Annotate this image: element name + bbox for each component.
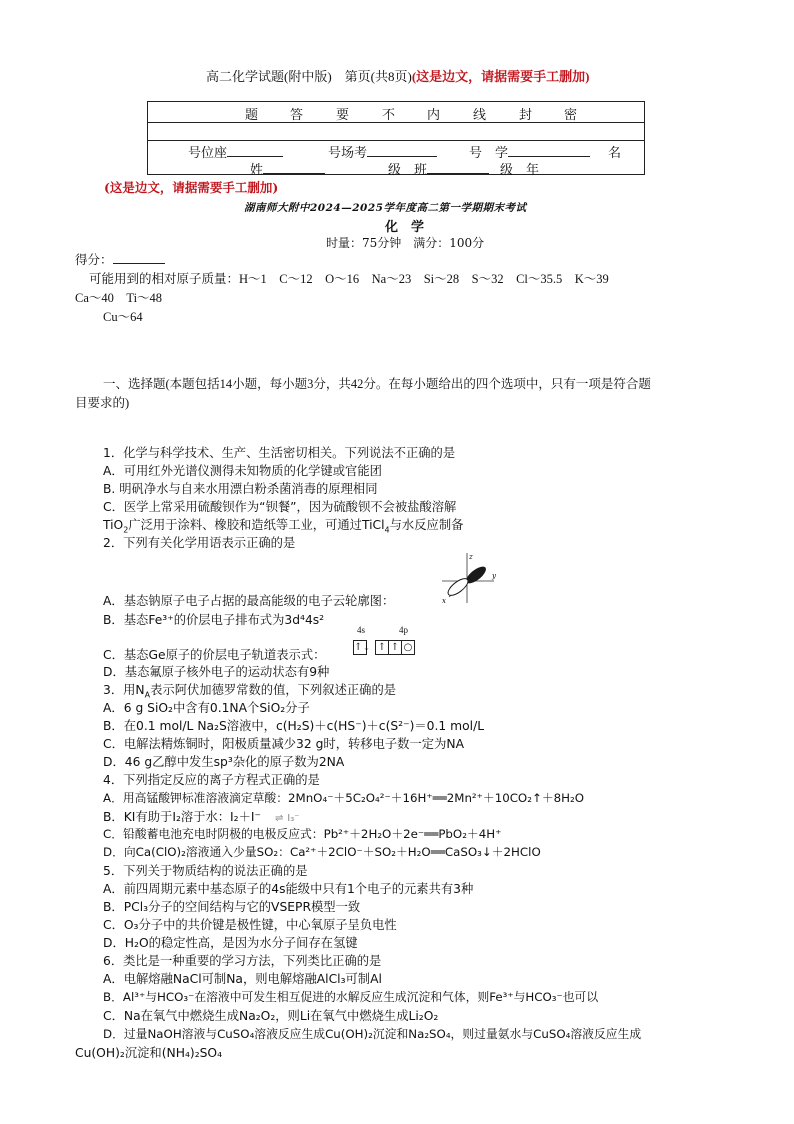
field-room: 号场考 (328, 142, 437, 161)
q2-option-b: B．基态Fe³⁺的价层电子排布式为3d⁴4s² (103, 613, 325, 627)
field-name-label: 名 (608, 146, 622, 161)
page-header-title (206, 66, 590, 85)
margin-edit-note: (这是边文，请据需要手工删加) (104, 180, 279, 195)
q4-option-b: B．KI有助于I₂溶于水：I₂＋I⁻ ⇌ I₃⁻ (103, 810, 300, 824)
q6-option-c: C．Na在氧气中燃烧生成Na₂O₂，则Li在氧气中燃烧生成Li₂O₂ (103, 1009, 439, 1023)
q1-stem: 1．化学与科学技术、生产、生活密切相关。下列说法不正确的是 (103, 446, 456, 460)
equilibrium-arrow-icon: ⇌ (274, 813, 284, 824)
label-4p: 4p (399, 625, 408, 635)
seal-row (148, 102, 644, 123)
q3-option-d: D．46 g乙醇中发生sp³杂化的原子数为2NA (103, 755, 345, 769)
header-edit-note: (这是边文，请据需要手工删加) (411, 69, 590, 84)
q6-stem: 6．类比是一种重要的学习方法，下列类比正确的是 (103, 954, 382, 968)
field-seat: 号位座 (188, 142, 283, 161)
q1-option-c: C．医学上常采用硫酸钡作为“钡餐”，因为硫酸钡不会被盐酸溶解 (103, 500, 457, 514)
q6-option-d-line1: D．过量NaOH溶液与CuSO₄溶液反应生成Cu(OH)₂沉淀和Na₂SO₄，则过量氨水与CuSO₄溶液反应生成 (103, 1027, 642, 1041)
q3-stem: 3．用$N_A$表示阿伏加德罗常数的值，下列叙述正确的是 (103, 683, 397, 700)
time-score: 时量：75分钟 满分：100分 (326, 236, 485, 250)
q3-option-a: A．6 g SiO₂中含有0.1NA个SiO₂分子 (103, 701, 310, 715)
q5-stem: 5．下列关于物质结构的说法正确的是 (103, 864, 308, 878)
axis-label-y: y (492, 572, 496, 580)
header-title-text: 高二化学试题(附中版) 第页(共8页) (206, 69, 412, 84)
school-exam-title: 湖南师大附中2024—2025学年度高二第一学期期末考试 (244, 202, 527, 214)
q1-option-b: B. 明矾净水与自来水用漂白粉杀菌消毒的原理相同 (103, 482, 378, 496)
orbital-box-4p: ↑ (388, 640, 402, 655)
q2-option-c: C．基态Ge原子的价层电子轨道表示式： (103, 648, 326, 662)
p-orbital-figure (434, 551, 500, 609)
section-heading-line1: 一、选择题(本题包括14小题，每小题3分，共42分。在每小题给出的四个选项中，只有一项是符合题 (103, 377, 651, 391)
field-grade: 级 年 (500, 163, 540, 178)
score-field: 得分： (75, 250, 165, 268)
orbital-boxes (353, 637, 414, 656)
subject-title: 化 学 (385, 220, 425, 235)
seat-blank[interactable] (227, 144, 283, 157)
q2-stem: 2．下列有关化学用语表示正确的是 (103, 536, 296, 550)
q5-option-b: B．PCl₃分子的空间结构与它的VSEPR模型一致 (103, 900, 361, 914)
seal-char: 密 (564, 108, 578, 123)
room-blank[interactable] (367, 144, 437, 157)
q3-option-c: C．电解法精炼铜时，阳极质量减少32 g时，转移电子数一定为NA (103, 737, 464, 751)
orbital-box-4p: ↑ (375, 640, 389, 655)
axis-label-z: z (469, 553, 473, 561)
seal-line-box (147, 101, 645, 178)
seal-char: 要 (336, 108, 350, 123)
axis-label-x: x (442, 597, 446, 605)
seal-char: 不 (382, 108, 396, 123)
q2-option-d: D．基态氟原子核外电子的运动状态有9种 (103, 665, 330, 679)
field-name: 姓 (250, 159, 325, 178)
score-blank[interactable] (113, 251, 165, 264)
label-4s: 4s (357, 625, 366, 635)
orbital-box-4p: ○ (401, 640, 415, 655)
q4-option-d: D．向Ca(ClO)₂溶液通入少量SO₂：Ca²⁺＋2ClO⁻＋SO₂＋H₂O══CaSO₃↓＋2HClO (103, 845, 541, 859)
atomic-masses-line2: Ca～40 Ti～48 (75, 291, 163, 305)
q1-option-a: A．可用红外光谱仪测得未知物质的化学键或官能团 (103, 464, 382, 478)
seal-char: 题 (245, 108, 259, 123)
number-blank[interactable] (508, 144, 590, 157)
q6-option-d-line2: Cu(OH)₂沉淀和(NH₄)₂SO₄ (75, 1046, 223, 1060)
q6-option-b: B．Al³⁺与HCO₃⁻在溶液中可发生相互促进的水解反应生成沉淀和气体，则Fe³⁺与HCO₃⁻也可以 (103, 990, 599, 1004)
q4-option-a: A．用高锰酸钾标准溶液滴定草酸：2MnO₄⁻＋5C₂O₄²⁻＋16H⁺══2Mn²⁺＋10CO₂↑＋8H₂O (103, 791, 585, 805)
q6-option-a: A．电解熔融NaCl可制Na，则电解熔融AlCl₃可制Al (103, 972, 382, 986)
name-blank[interactable] (263, 161, 325, 174)
seal-char: 内 (427, 108, 441, 123)
q4-stem: 4．下列指定反应的离子方程式正确的是 (103, 773, 320, 787)
q2-option-a: A．基态钠原子电子占据的最高能级的电子云轮廓图： (103, 594, 395, 608)
seal-char: 封 (519, 108, 533, 123)
field-number: 号 学 (469, 142, 590, 161)
field-class: 级 班 (388, 159, 489, 178)
seal-blank-row (148, 122, 644, 141)
q4-option-c: C．铅酸蓄电池充电时阴极的电极反应式：Pb²⁺＋2H₂O＋2e⁻══PbO₂＋4H⁺ (103, 827, 502, 841)
q3-option-b: B．在0.1 mol/L Na₂S溶液中，c(H₂S)＋c(HS⁻)＋c(S²⁻)＝0.1 mol/L (103, 719, 485, 733)
atomic-masses-line1: 可能用到的相对原子质量：H～1 C～12 O～16 Na～23 Si～28 S～32 Cl～35.5 K～39 (89, 272, 609, 286)
seal-char: 答 (290, 108, 304, 123)
section-heading-line2: 目要求的) (75, 396, 130, 410)
q5-option-a: A．前四周期元素中基态原子的4s能级中只有1个电子的元素共有3种 (103, 882, 474, 896)
seal-char: 线 (473, 108, 487, 123)
q5-option-d: D．H₂O的稳定性高，是因为水分子间存在氢键 (103, 936, 358, 950)
atomic-masses-line3: Cu～64 (103, 310, 143, 324)
class-blank[interactable] (427, 161, 489, 174)
q1-option-d: TiO$_2$广泛用于涂料、橡胶和造纸等工业，可通过TiCl$_4$与水反应制备 (103, 518, 464, 535)
orbital-box-4s: ↑↓ (354, 642, 371, 653)
q5-option-c: C．O₃分子中的共价键是极性键，中心氧原子呈负电性 (103, 918, 397, 932)
